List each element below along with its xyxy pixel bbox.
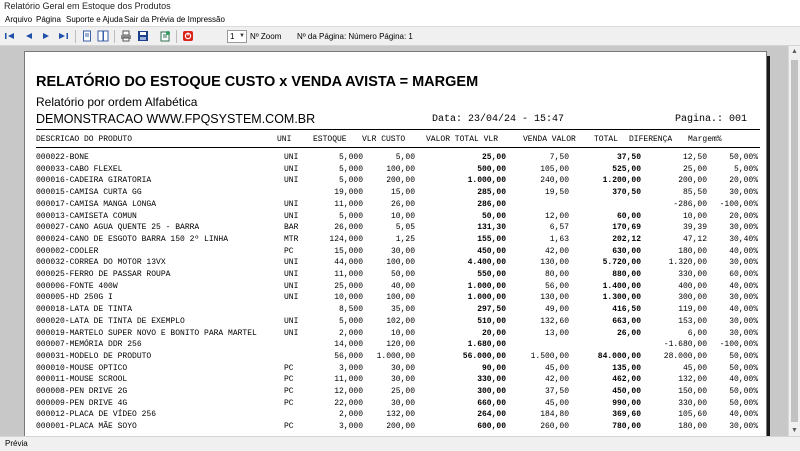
single-page-icon[interactable] bbox=[81, 30, 93, 42]
cell-valor-total: 25,00 bbox=[481, 153, 506, 162]
cell-vlr-custo: 102,00 bbox=[386, 316, 415, 326]
cell-margem: 40,00% bbox=[729, 375, 758, 385]
cell-total: 416,50 bbox=[612, 305, 641, 315]
cell-valor-total: 56.000,00 bbox=[462, 351, 506, 361]
cell-valor-total: 660,00 bbox=[477, 398, 506, 408]
menu-suporte-ajuda[interactable]: Suporte e Ajuda bbox=[66, 15, 123, 24]
cell-valor-total: 330,00 bbox=[477, 375, 506, 385]
table-row bbox=[25, 304, 768, 315]
cell-diferenca: 200,00 bbox=[678, 176, 707, 186]
cell-descricao: 000006-FONTE 400W bbox=[36, 281, 118, 291]
table-row bbox=[25, 374, 768, 385]
table-row bbox=[25, 398, 768, 409]
col-uni: UNI bbox=[277, 135, 292, 144]
cell-descricao: 000025-FERRO DE PASSAR ROUPA bbox=[36, 270, 171, 279]
menu-bar bbox=[0, 12, 800, 27]
cell-uni: UNI bbox=[284, 316, 299, 326]
cell-descricao: 000031-MODELO DE PRODUTO bbox=[36, 351, 152, 361]
cell-estoque: 14,000 bbox=[334, 340, 363, 350]
cell-margem: 30,40% bbox=[729, 234, 758, 244]
cell-valor-total: 550,00 bbox=[477, 270, 506, 279]
cell-venda-valor: 80,00 bbox=[544, 270, 569, 279]
zoom-value: 1 bbox=[230, 32, 235, 41]
cell-descricao: 000001-PLACA MÃE SOYO bbox=[36, 422, 137, 432]
cell-descricao: 000010-MOUSE OPTICO bbox=[36, 363, 128, 373]
cell-diferenca: 330,00 bbox=[678, 398, 707, 408]
cell-total: 630,00 bbox=[612, 246, 641, 256]
report-page-number: Pagina.: 001 bbox=[675, 114, 748, 125]
cell-uni: PC bbox=[284, 246, 294, 256]
cell-descricao: 000032-CORREA DO MOTOR 13VX bbox=[36, 258, 166, 268]
cell-diferenca: 47,12 bbox=[682, 234, 707, 244]
table-row bbox=[25, 222, 768, 233]
cell-estoque: 11,000 bbox=[334, 199, 363, 209]
col-diferenca: DIFERENÇA bbox=[629, 135, 673, 144]
chevron-down-icon: ▼ bbox=[239, 33, 245, 39]
table-row bbox=[25, 257, 768, 268]
cell-descricao: 000019-MARTELO SUPER NOVO E BONITO PARA MARTEL bbox=[36, 328, 257, 338]
table-row bbox=[25, 175, 768, 186]
cell-valor-total: 20,00 bbox=[481, 328, 506, 338]
cell-total: 1.300,00 bbox=[602, 293, 641, 303]
cell-uni: UNI bbox=[284, 153, 299, 162]
cell-vlr-custo: 200,00 bbox=[386, 176, 415, 186]
scroll-down-icon[interactable]: ▼ bbox=[791, 427, 798, 434]
cell-estoque: 25,000 bbox=[334, 281, 363, 291]
cell-total: 202,12 bbox=[612, 234, 641, 244]
cell-margem: 60,00% bbox=[729, 270, 758, 279]
cell-vlr-custo: 50,00 bbox=[390, 270, 415, 279]
cell-venda-valor: 1.500,00 bbox=[530, 351, 569, 361]
cell-margem: 40,00% bbox=[729, 305, 758, 315]
cell-valor-total: 155,00 bbox=[477, 234, 506, 244]
cell-uni: UNI bbox=[284, 199, 299, 209]
cell-diferenca: 10,00 bbox=[682, 211, 707, 221]
table-row bbox=[25, 328, 768, 339]
table-row bbox=[25, 187, 768, 198]
cell-margem: 40,00% bbox=[729, 410, 758, 420]
cell-venda-valor: 45,00 bbox=[544, 398, 569, 408]
cell-venda-valor: 132,60 bbox=[540, 316, 569, 326]
cell-diferenca: -286,00 bbox=[673, 199, 707, 209]
cell-margem: 40,00% bbox=[729, 246, 758, 256]
first-page-icon[interactable] bbox=[4, 30, 16, 42]
close-preview-icon[interactable] bbox=[182, 30, 194, 42]
table-row bbox=[25, 211, 768, 222]
cell-venda-valor: 37,50 bbox=[544, 387, 569, 396]
cell-uni: UNI bbox=[284, 328, 299, 338]
cell-uni: PC bbox=[284, 363, 294, 373]
cell-valor-total: 50,00 bbox=[481, 211, 506, 221]
cell-valor-total: 300,00 bbox=[477, 387, 506, 396]
cell-venda-valor: 49,00 bbox=[544, 305, 569, 315]
cell-vlr-custo: 5,05 bbox=[395, 223, 415, 233]
cell-valor-total: 1.000,00 bbox=[467, 293, 506, 303]
cell-valor-total: 1.000,00 bbox=[467, 176, 506, 186]
cell-descricao: 000015-CAMISA CURTA GG bbox=[36, 188, 142, 198]
cell-diferenca: 39,39 bbox=[682, 223, 707, 233]
last-page-icon[interactable] bbox=[57, 30, 69, 42]
cell-uni: PC bbox=[284, 387, 294, 396]
cell-uni: UNI bbox=[284, 258, 299, 268]
cell-margem: 20,00% bbox=[729, 211, 758, 221]
table-row bbox=[25, 421, 768, 432]
cell-vlr-custo: 10,00 bbox=[390, 328, 415, 338]
cell-descricao: 000012-PLACA DE VÍDEO 256 bbox=[36, 410, 157, 420]
cell-descricao: 000005-HD 250G I bbox=[36, 293, 113, 303]
cell-vlr-custo: 100,00 bbox=[386, 164, 415, 174]
cell-vlr-custo: 132,00 bbox=[386, 410, 415, 420]
cell-uni: PC bbox=[284, 375, 294, 385]
cell-valor-total: 297,50 bbox=[477, 305, 506, 315]
cell-margem: 50,00% bbox=[729, 363, 758, 373]
cell-venda-valor: 260,00 bbox=[540, 422, 569, 432]
cell-valor-total: 286,00 bbox=[477, 199, 506, 209]
cell-diferenca: 132,00 bbox=[678, 375, 707, 385]
cell-vlr-custo: 35,00 bbox=[390, 305, 415, 315]
cell-estoque: 10,000 bbox=[334, 293, 363, 303]
cell-descricao: 000027-CANO AGUA QUENTE 25 - BARRA bbox=[36, 223, 200, 233]
cell-diferenca: 180,00 bbox=[678, 246, 707, 256]
cell-vlr-custo: 100,00 bbox=[386, 258, 415, 268]
table-row bbox=[25, 246, 768, 257]
cell-total: 170,69 bbox=[612, 223, 641, 233]
cell-uni: PC bbox=[284, 422, 294, 432]
cell-estoque: 22,000 bbox=[334, 398, 363, 408]
cell-total: 880,00 bbox=[612, 270, 641, 279]
divider bbox=[36, 129, 760, 130]
cell-estoque: 2,000 bbox=[338, 328, 363, 338]
cell-valor-total: 264,00 bbox=[477, 410, 506, 420]
cell-descricao: 000008-PEN DRIVE 2G bbox=[36, 387, 128, 396]
cell-total: 369,60 bbox=[612, 410, 641, 420]
cell-estoque: 5,000 bbox=[338, 153, 363, 162]
cell-diferenca: 330,00 bbox=[678, 270, 707, 279]
menu-arquivo[interactable]: Arquivo bbox=[5, 15, 33, 24]
table-row bbox=[25, 351, 768, 362]
cell-descricao: 000017-CAMISA MANGA LONGA bbox=[36, 199, 157, 209]
cell-total: 1.200,00 bbox=[602, 176, 641, 186]
cell-vlr-custo: 200,00 bbox=[386, 422, 415, 432]
cell-total: 462,00 bbox=[612, 375, 641, 385]
cell-valor-total: 500,00 bbox=[477, 164, 506, 174]
cell-margem: 40,00% bbox=[729, 281, 758, 291]
cell-diferenca: 150,00 bbox=[678, 387, 707, 396]
cell-vlr-custo: 40,00 bbox=[390, 281, 415, 291]
table-row bbox=[25, 363, 768, 374]
cell-estoque: 15,000 bbox=[334, 246, 363, 256]
cell-descricao: 000002-COOLER bbox=[36, 246, 99, 256]
cell-vlr-custo: 120,00 bbox=[386, 340, 415, 350]
cell-vlr-custo: 30,00 bbox=[390, 363, 415, 373]
table-row bbox=[25, 409, 768, 420]
toolbar-separator bbox=[114, 30, 115, 43]
cell-total: 60,00 bbox=[616, 211, 641, 221]
cell-total: 37,50 bbox=[616, 153, 641, 162]
cell-valor-total: 510,00 bbox=[477, 316, 506, 326]
cell-venda-valor: 6,57 bbox=[549, 223, 569, 233]
cell-diferenca: 85,50 bbox=[682, 188, 707, 198]
cell-estoque: 5,000 bbox=[338, 316, 363, 326]
cell-uni: UNI bbox=[284, 281, 299, 291]
cell-diferenca: 180,00 bbox=[678, 422, 707, 432]
cell-estoque: 2,000 bbox=[338, 410, 363, 420]
cell-diferenca: 12,50 bbox=[682, 153, 707, 162]
cell-diferenca: -1.680,00 bbox=[663, 340, 707, 350]
cell-uni: MTR bbox=[284, 234, 299, 244]
table-row bbox=[25, 281, 768, 292]
col-vlr-custo: VLR CUSTO bbox=[362, 135, 406, 144]
cell-margem: 50,00% bbox=[729, 351, 758, 361]
cell-descricao: 000033-CABO FLEXEL bbox=[36, 164, 123, 174]
cell-descricao: 000011-MOUSE SCROOL bbox=[36, 375, 128, 385]
cell-vlr-custo: 30,00 bbox=[390, 375, 415, 385]
cell-uni: UNI bbox=[284, 176, 299, 186]
cell-margem: 30,00% bbox=[729, 293, 758, 303]
cell-venda-valor: 130,00 bbox=[540, 258, 569, 268]
report-page bbox=[24, 51, 767, 436]
table-row bbox=[25, 164, 768, 175]
cell-margem: 30,00% bbox=[729, 422, 758, 432]
cell-total: 990,00 bbox=[612, 398, 641, 408]
cell-valor-total: 4.400,00 bbox=[467, 258, 506, 268]
cell-venda-valor: 19,50 bbox=[544, 188, 569, 198]
table-row bbox=[25, 292, 768, 303]
cell-estoque: 12,000 bbox=[334, 387, 363, 396]
cell-diferenca: 119,00 bbox=[678, 305, 707, 315]
cell-total: 780,00 bbox=[612, 422, 641, 432]
cell-diferenca: 153,00 bbox=[678, 316, 707, 326]
cell-margem: -100,00% bbox=[719, 199, 758, 209]
cell-vlr-custo: 30,00 bbox=[390, 246, 415, 256]
divider bbox=[36, 147, 760, 148]
cell-venda-valor: 45,00 bbox=[544, 363, 569, 373]
cell-total: 26,00 bbox=[616, 328, 641, 338]
cell-diferenca: 45,00 bbox=[682, 363, 707, 373]
cell-total: 84.000,00 bbox=[597, 351, 641, 361]
cell-estoque: 44,000 bbox=[334, 258, 363, 268]
cell-valor-total: 1.680,00 bbox=[467, 340, 506, 350]
zoom-label: Nº Zoom bbox=[250, 32, 282, 41]
report-title: RELATÓRIO DO ESTOQUE CUSTO x VENDA AVISTA = MARGEM bbox=[36, 74, 479, 90]
cell-diferenca: 105,60 bbox=[678, 410, 707, 420]
col-total: TOTAL bbox=[594, 135, 619, 144]
status-bar bbox=[0, 436, 800, 450]
report-date: Data: 23/04/24 - 15:47 bbox=[432, 114, 565, 125]
cell-vlr-custo: 30,00 bbox=[390, 398, 415, 408]
window-title: Relatório Geral em Estoque dos Produtos bbox=[4, 1, 171, 11]
cell-uni: UNI bbox=[284, 164, 299, 174]
cell-margem: 30,00% bbox=[729, 188, 758, 198]
cell-estoque: 3,000 bbox=[338, 363, 363, 373]
cell-margem: 50,00% bbox=[729, 153, 758, 162]
cell-diferenca: 6,00 bbox=[687, 328, 707, 338]
cell-vlr-custo: 25,00 bbox=[390, 387, 415, 396]
cell-descricao: 000009-PEN DRIVE 4G bbox=[36, 398, 128, 408]
table-row bbox=[25, 339, 768, 350]
cell-uni: PC bbox=[284, 398, 294, 408]
cell-descricao: 000016-CADEIRA GIRATORIA bbox=[36, 176, 152, 186]
save-icon[interactable] bbox=[137, 30, 149, 42]
cell-descricao: 000022-BONE bbox=[36, 153, 89, 162]
cell-descricao: 000013-CAMISETA COMUN bbox=[36, 211, 137, 221]
report-subtitle: Relatório por ordem Alfabética bbox=[36, 95, 198, 109]
toolbar-separator bbox=[75, 30, 76, 43]
col-valor-total: VALOR TOTAL VLR bbox=[426, 135, 499, 144]
title-bar bbox=[0, 0, 800, 12]
cell-venda-valor: 1,63 bbox=[549, 234, 569, 244]
cell-vlr-custo: 10,00 bbox=[390, 211, 415, 221]
cell-margem: 50,00% bbox=[729, 398, 758, 408]
cell-venda-valor: 42,00 bbox=[544, 375, 569, 385]
cell-margem: 50,00% bbox=[729, 387, 758, 396]
cell-valor-total: 600,00 bbox=[477, 422, 506, 432]
cell-vlr-custo: 100,00 bbox=[386, 293, 415, 303]
cell-uni: BAR bbox=[284, 223, 299, 233]
cell-total: 370,50 bbox=[612, 188, 641, 198]
vertical-scrollbar[interactable] bbox=[788, 46, 800, 436]
next-page-icon[interactable] bbox=[40, 30, 52, 42]
cell-diferenca: 400,00 bbox=[678, 281, 707, 291]
report-company: DEMONSTRACAO WWW.FPQSYSTEM.COM.BR bbox=[36, 112, 316, 126]
print-preview-area[interactable] bbox=[0, 46, 788, 436]
menu-sair-previa[interactable]: Sair da Prévia de Impressão bbox=[124, 15, 225, 24]
cell-margem: 30,00% bbox=[729, 328, 758, 338]
cell-descricao: 000024-CANO DE ESGOTO BARRA 150 2º LINHA bbox=[36, 234, 229, 244]
cell-diferenca: 28.000,00 bbox=[663, 351, 707, 361]
cell-uni: UNI bbox=[284, 270, 299, 279]
cell-vlr-custo: 15,00 bbox=[390, 188, 415, 198]
cell-descricao: 000007-MEMÓRIA DDR 256 bbox=[36, 340, 142, 350]
cell-venda-valor: 13,00 bbox=[544, 328, 569, 338]
cell-margem: 20,00% bbox=[729, 176, 758, 186]
cell-valor-total: 285,00 bbox=[477, 188, 506, 198]
cell-estoque: 26,000 bbox=[334, 223, 363, 233]
cell-total: 135,00 bbox=[612, 363, 641, 373]
cell-valor-total: 90,00 bbox=[481, 363, 506, 373]
col-margem: Margem% bbox=[688, 135, 722, 144]
status-text: Prévia bbox=[5, 439, 28, 448]
table-row bbox=[25, 269, 768, 280]
cell-venda-valor: 184,80 bbox=[540, 410, 569, 420]
cell-margem: 5,00% bbox=[733, 164, 758, 174]
cell-vlr-custo: 26,00 bbox=[390, 199, 415, 209]
toolbar-separator bbox=[176, 30, 177, 43]
cell-total: 663,00 bbox=[612, 316, 641, 326]
page-number-label: Nº da Página: Número Página: 1 bbox=[297, 32, 413, 41]
cell-valor-total: 131,30 bbox=[477, 223, 506, 233]
cell-venda-valor: 56,00 bbox=[544, 281, 569, 291]
table-row bbox=[25, 386, 768, 397]
cell-diferenca: 300,00 bbox=[678, 293, 707, 303]
cell-total: 1.400,00 bbox=[602, 281, 641, 291]
zoom-select[interactable] bbox=[227, 30, 247, 43]
col-descricao: DESCRICAO DO PRODUTO bbox=[36, 135, 133, 144]
cell-venda-valor: 12,00 bbox=[544, 211, 569, 221]
col-estoque: ESTOQUE bbox=[313, 135, 347, 144]
cell-estoque: 56,000 bbox=[334, 351, 363, 361]
cell-vlr-custo: 1,25 bbox=[395, 234, 415, 244]
scrollbar-thumb[interactable] bbox=[791, 60, 798, 422]
cell-diferenca: 25,00 bbox=[682, 164, 707, 174]
table-row bbox=[25, 316, 768, 327]
cell-estoque: 5,000 bbox=[338, 176, 363, 186]
cell-venda-valor: 105,00 bbox=[540, 164, 569, 174]
table-row bbox=[25, 199, 768, 210]
cell-venda-valor: 240,00 bbox=[540, 176, 569, 186]
cell-descricao: 000020-LATA DE TINTA DE EXEMPLO bbox=[36, 316, 185, 326]
cell-estoque: 11,000 bbox=[334, 375, 363, 385]
prev-page-icon[interactable] bbox=[23, 30, 35, 42]
cell-vlr-custo: 1.000,00 bbox=[376, 351, 415, 361]
cell-venda-valor: 130,00 bbox=[540, 293, 569, 303]
cell-margem: 30,00% bbox=[729, 258, 758, 268]
cell-estoque: 124,000 bbox=[329, 234, 363, 244]
cell-valor-total: 450,00 bbox=[477, 246, 506, 256]
menu-pagina[interactable]: Página bbox=[36, 15, 61, 24]
col-venda-valor: VENDA VALOR bbox=[523, 135, 576, 144]
cell-descricao: 000018-LATA DE TINTA bbox=[36, 305, 133, 315]
cell-total: 450,00 bbox=[612, 387, 641, 396]
two-pages-icon[interactable] bbox=[97, 30, 109, 42]
cell-estoque: 5,000 bbox=[338, 164, 363, 174]
scroll-up-icon[interactable]: ▲ bbox=[791, 48, 798, 55]
cell-estoque: 5,000 bbox=[338, 211, 363, 221]
cell-estoque: 19,000 bbox=[334, 188, 363, 198]
cell-margem: 30,00% bbox=[729, 223, 758, 233]
cell-total: 5.720,00 bbox=[602, 258, 641, 268]
table-row bbox=[25, 234, 768, 245]
cell-venda-valor: 42,00 bbox=[544, 246, 569, 256]
cell-uni: UNI bbox=[284, 211, 299, 221]
cell-estoque: 11,000 bbox=[334, 270, 363, 279]
cell-venda-valor: 7,50 bbox=[549, 153, 569, 162]
cell-uni: UNI bbox=[284, 293, 299, 303]
cell-vlr-custo: 5,00 bbox=[395, 153, 415, 162]
cell-total: 525,00 bbox=[612, 164, 641, 174]
print-icon[interactable] bbox=[120, 30, 132, 42]
cell-valor-total: 1.000,00 bbox=[467, 281, 506, 291]
toolbar bbox=[0, 27, 800, 46]
export-icon[interactable] bbox=[159, 30, 171, 42]
cell-estoque: 3,000 bbox=[338, 422, 363, 432]
cell-margem: 30,00% bbox=[729, 316, 758, 326]
cell-diferenca: 1.320,00 bbox=[668, 258, 707, 268]
cell-estoque: 8,500 bbox=[338, 305, 363, 315]
table-row bbox=[25, 152, 768, 163]
cell-margem: -100,00% bbox=[719, 340, 758, 350]
